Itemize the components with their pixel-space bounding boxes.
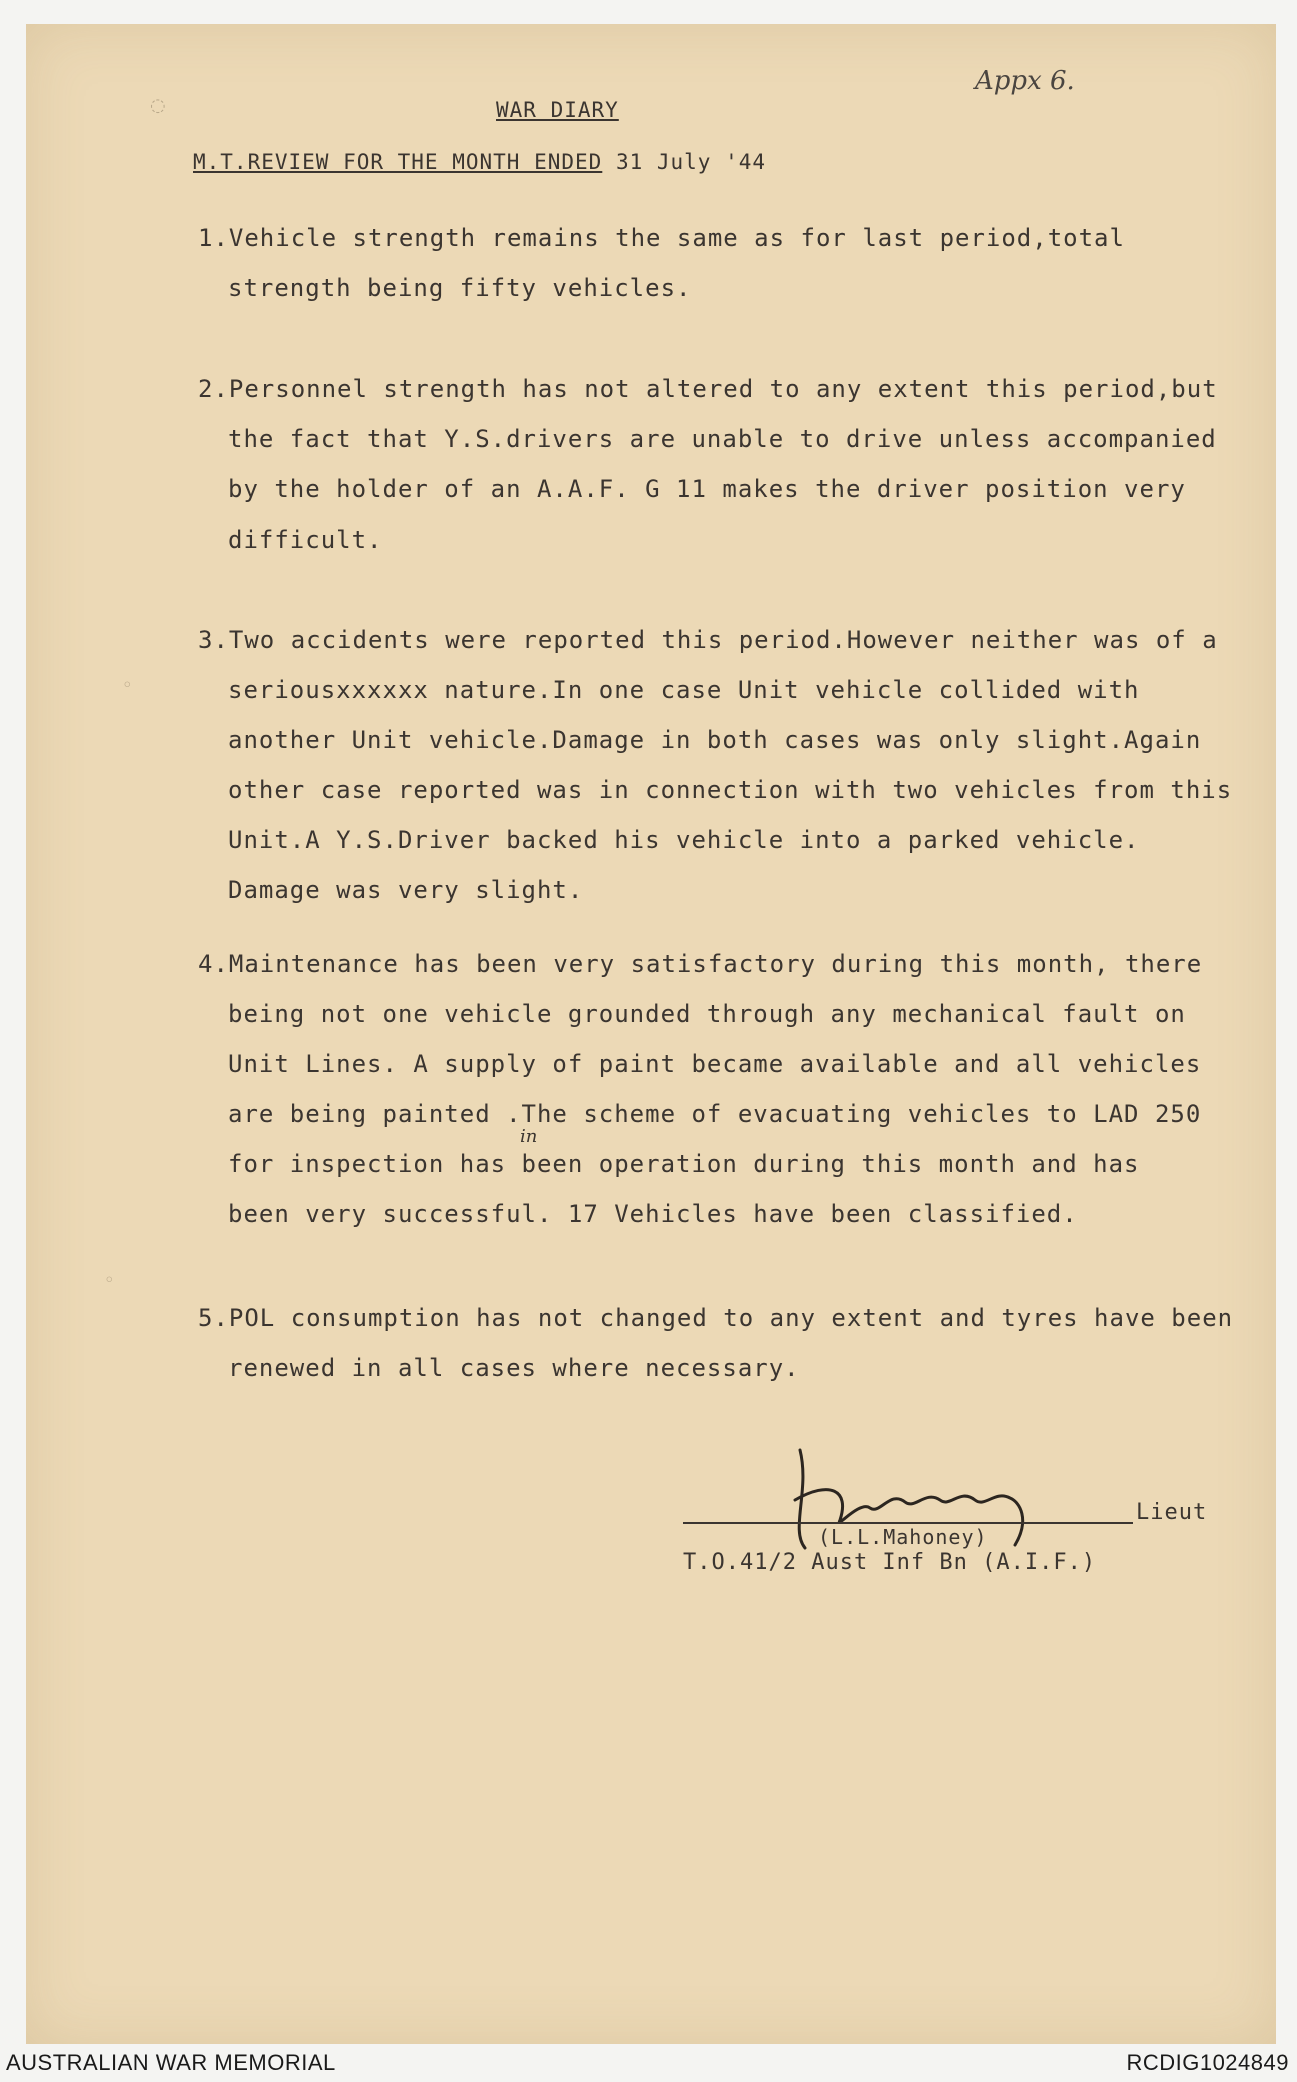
punch-mark: ◦ [104,1270,115,1291]
signature-line [683,1522,1133,1524]
footer-id: RCDIG1024849 [1126,2050,1289,2075]
paragraph-5-line-1: 5.POL consumption has not changed to any extent and tyres have been [198,1304,1234,1332]
signature-name: (L.L.Mahoney) [818,1525,988,1549]
punch-mark: ◦ [122,675,133,696]
staple-mark: ◌ [150,95,166,116]
subtitle-prefix: M.T.REVIEW FOR THE MONTH ENDED [193,150,603,174]
paragraph-4-line-4: are being painted .The scheme of evacuating vehicles to LAD 250 [228,1100,1202,1128]
document-title: WAR DIARY [496,98,619,122]
paragraph-4-line-5: for inspection has been operation during this month and has [228,1150,1140,1178]
footer-source: AUSTRALIAN WAR MEMORIAL [6,2050,336,2075]
paragraph-2-line-3: by the holder of an A.A.F. G 11 makes the driver position very [228,475,1186,503]
handwritten-insert: in [520,1126,538,1147]
signature-rank: Lieut [1136,1500,1208,1525]
paragraph-1-line-1: 1.Vehicle strength remains the same as for last period,total [198,224,1125,252]
paragraph-4-line-3: Unit Lines. A supply of paint became available and all vehicles [228,1050,1202,1078]
paragraph-3-line-5: Unit.A Y.S.Driver backed his vehicle into a parked vehicle. [228,826,1140,854]
paragraph-2-line-1: 2.Personnel strength has not altered to any extent this period,but [198,375,1218,403]
paragraph-3-line-1: 3.Two accidents were reported this period.However neither was of a [198,626,1218,654]
paragraph-1-line-2: strength being fifty vehicles. [228,274,692,302]
paragraph-3-line-6: Damage was very slight. [228,876,584,904]
handwritten-signature [780,1430,1070,1570]
paragraph-5-line-2: renewed in all cases where necessary. [228,1354,800,1382]
paragraph-3-line-2: seriousxxxxxx nature.In one case Unit vehicle collided with [228,676,1140,704]
paragraph-4-line-1: 4.Maintenance has been very satisfactory during this month, there [198,950,1203,978]
handwritten-annotation: Appx 6. [975,66,1075,96]
paragraph-2-line-4: difficult. [228,526,383,554]
paragraph-3-line-3: another Unit vehicle.Damage in both cases was only slight.Again [228,726,1202,754]
document-page [26,24,1276,2044]
signature-unit: T.O.41/2 Aust Inf Bn (A.I.F.) [683,1550,1097,1575]
paragraph-2-line-2: the fact that Y.S.drivers are unable to drive unless accompanied [228,425,1217,453]
subtitle-date: 31 July '44 [615,150,767,174]
paragraph-4-line-2: being not one vehicle grounded through any mechanical fault on [228,1000,1186,1028]
document-subtitle [193,150,766,174]
paragraph-3-line-4: other case reported was in connection with two vehicles from this [228,776,1233,804]
paragraph-4-line-6: been very successful. 17 Vehicles have been classified. [228,1200,1078,1228]
